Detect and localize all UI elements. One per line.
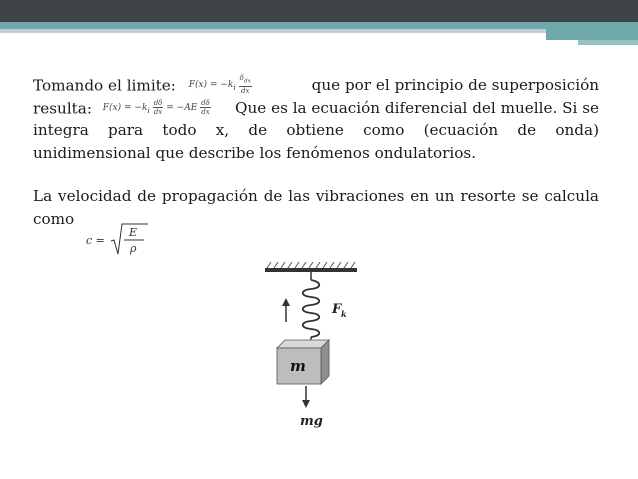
- right-accent-stripe-thin: [578, 40, 638, 45]
- mass-top-face: [277, 340, 329, 348]
- weight-arrow-icon: [302, 400, 310, 408]
- force-label: F: [332, 302, 342, 317]
- formula-fraction: [239, 74, 252, 94]
- formula-num-text: δ: [239, 74, 244, 83]
- formula-sub: i: [147, 105, 150, 115]
- velocity-formula: [84, 220, 164, 264]
- top-accent-stripe: [0, 22, 638, 29]
- formula-sub: i: [233, 82, 236, 92]
- formula-den: dx: [201, 107, 210, 116]
- formula-lhs: c =: [86, 234, 105, 247]
- force-label-sub: k: [341, 309, 347, 319]
- weight-label: mg: [300, 414, 323, 429]
- top-gray-stripe: [0, 29, 638, 33]
- spring-coil: [303, 280, 320, 337]
- limit-formula: [189, 74, 301, 99]
- result-formula: [103, 97, 211, 122]
- spring-mass-diagram: [240, 262, 390, 442]
- formula-num: dδ: [201, 98, 210, 107]
- formula-fraction: [200, 99, 211, 116]
- paragraph-2-line-1: La velocidad de propagación de las vibraciones en un resorte se calcula: [33, 187, 599, 205]
- formula-den: dx: [241, 86, 250, 95]
- formula-num: dδ: [153, 98, 163, 107]
- formula-num-sub: dx: [243, 78, 251, 85]
- formula-den: dx: [153, 107, 163, 116]
- ceiling-hatch: [267, 262, 355, 268]
- paragraph-2-line-2: como: [33, 209, 75, 228]
- paragraph-1-line-4: unidimensional que describe los fenómenos ondulatorios.: [33, 143, 477, 162]
- text-segment: que por el principio de superposición: [311, 76, 599, 94]
- formula-num: [239, 74, 252, 86]
- formula-den: ρ: [130, 242, 137, 255]
- velocity-formula-svg: [84, 220, 164, 260]
- top-bar: [0, 0, 638, 22]
- paragraph-1-line-2: [33, 97, 599, 120]
- formula-text: F(x) = −k: [102, 102, 148, 113]
- ceiling: [265, 268, 357, 272]
- spring-mass-svg: [240, 262, 390, 442]
- paragraph-1-line-3: integra para todo x, de obtiene como (ecuación de onda): [33, 121, 599, 139]
- formula-text: = −AE: [166, 102, 198, 113]
- text-segment: resulta:: [33, 99, 92, 118]
- text-segment: Tomando el limite:: [33, 76, 176, 95]
- formula-text: F(x) = −k: [188, 80, 234, 90]
- text-segment: Que es la ecuación diferencial del muelle. Si se: [235, 98, 599, 117]
- formula-num: E: [129, 226, 138, 239]
- formula-fraction: [153, 99, 164, 116]
- mass-label: m: [290, 357, 306, 375]
- right-accent-stripe: [546, 22, 638, 40]
- mass-side-face: [321, 340, 329, 384]
- force-arrow-icon: [282, 298, 290, 306]
- paragraph-1-line-1: [33, 74, 599, 97]
- paragraph-1: [33, 74, 599, 164]
